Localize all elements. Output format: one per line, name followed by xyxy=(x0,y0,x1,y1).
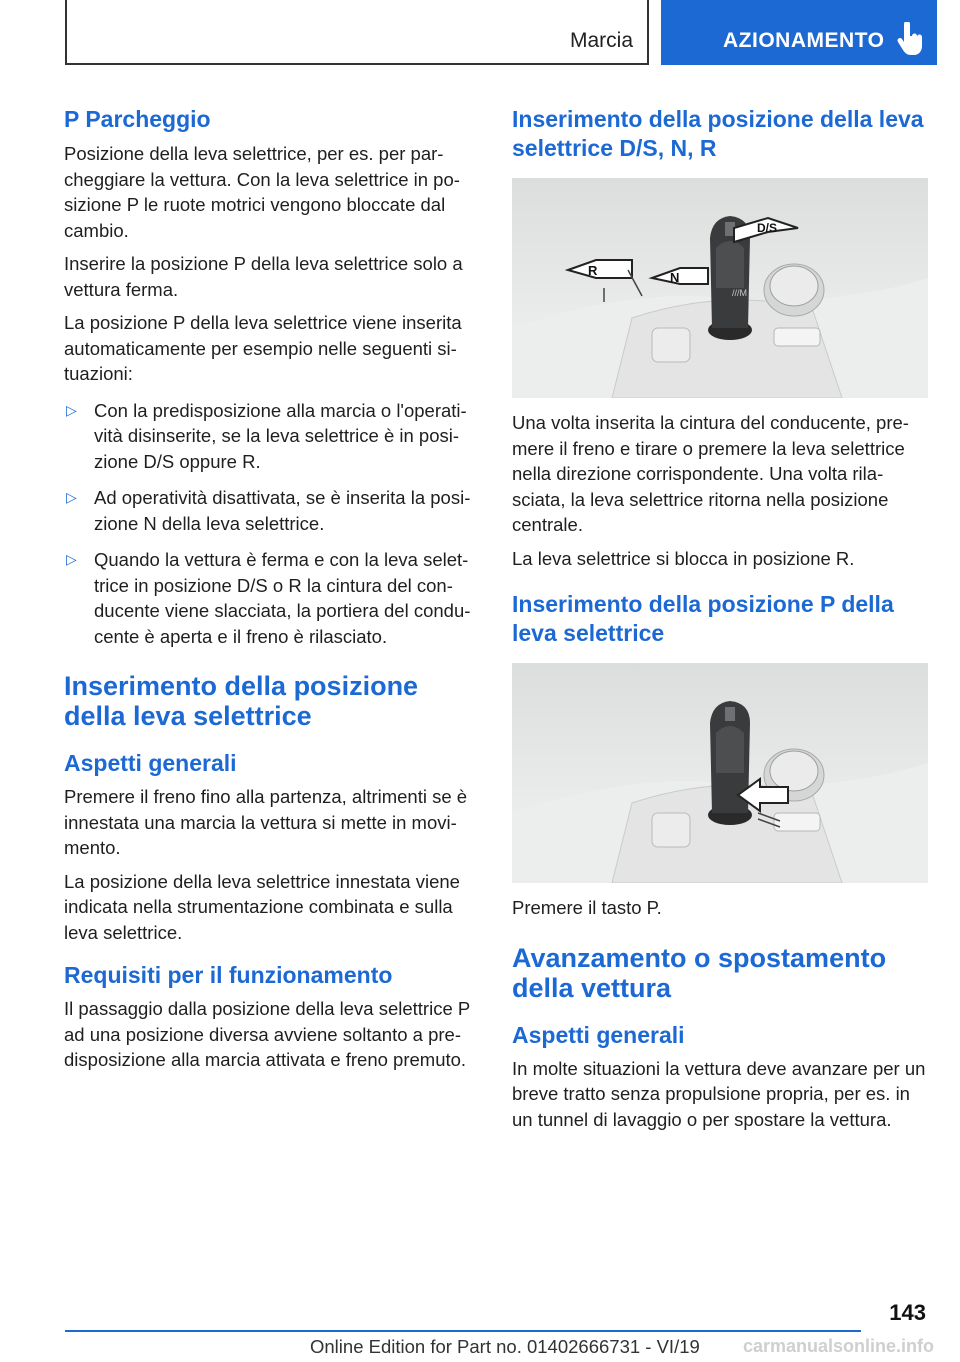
page-number: 143 xyxy=(889,1300,926,1325)
heading-inserimento-p: Inserimento della posizione P della leva selettrice xyxy=(512,591,894,646)
header-section-box xyxy=(65,0,649,65)
gear-selector-figure-p-button xyxy=(512,663,928,883)
heading-avanzamento: Avanzamento o spostamento della vettura xyxy=(512,942,887,1003)
left-column xyxy=(64,100,478,1073)
footer-rule xyxy=(65,1330,861,1332)
header-section-title: Marcia xyxy=(569,29,633,52)
header-chapter-tab xyxy=(661,0,937,65)
bullet-item xyxy=(64,398,478,475)
heading-inserimento: Inserimento della posizione della leva selettrice xyxy=(64,671,419,731)
paragraph: Posizione della leva selettrice, per es. per par-cheggiare la vettura. Con la leva selettrice in po-sizione P le ruote motrici vengono bloccate dal cambio. xyxy=(64,143,460,241)
label-n: N xyxy=(670,270,680,285)
svg-text:///M: ///M xyxy=(732,288,747,298)
triangle-bullet-icon: ▷ xyxy=(66,489,77,505)
paragraph: Inserire la posizione P della leva selettrice solo a vettura ferma. xyxy=(64,253,463,300)
heading-aspetti-generali: Aspetti generali xyxy=(64,750,237,776)
bullet-item xyxy=(64,485,478,536)
pointing-hand-icon xyxy=(895,22,925,56)
gear-selector-figure-dsnr xyxy=(512,178,928,398)
heading-requisiti: Requisiti per il funzionamento xyxy=(64,962,393,988)
paragraph: Premere il freno fino alla partenza, altrimenti se è innestata una marcia la vettura si mette in movi-mento. xyxy=(64,786,468,858)
heading-p-parcheggio: P Parcheggio xyxy=(64,106,211,132)
triangle-bullet-icon: ▷ xyxy=(66,401,77,418)
watermark: carmanualsonline.info xyxy=(742,1336,934,1356)
paragraph: La leva selettrice si blocca in posizione R. xyxy=(512,547,855,569)
paragraph: Una volta inserita la cintura del conducente, pre-mere il freno e tirare o premere la leva selettrice nella direzione corrispondente. Una volta rila-sciata, la leva selettrice ritorna nella posizione centrale. xyxy=(512,412,909,535)
paragraph: Il passaggio dalla posizione della leva selettrice P ad una posizione diversa avviene soltanto a pre-disposizione alla marcia attivata e freno premuto. xyxy=(64,998,470,1070)
paragraph: In molte situazioni la vettura deve avanzare per un breve tratto senza propulsione propria, per es. in un tunnel di lavaggio o per spostare la vettura. xyxy=(512,1057,926,1130)
footer-edition: Online Edition for Part no. 01402666731 - VI/19 xyxy=(310,1336,700,1357)
label-ds: D/S xyxy=(757,221,778,235)
bullet-text: Quando la vettura è ferma e con la leva selet-trice in posizione D/S o R la cintura del con-ducente viene slacciata, la portiera del condu-cente è aperta e il freno è rilasciato. xyxy=(94,549,471,647)
bullet-text: Ad operatività disattivata, se è inserita la posi-zione N della leva selettrice. xyxy=(94,487,471,534)
right-column xyxy=(512,100,932,1132)
label-r: R xyxy=(588,263,598,278)
header-chapter-title: AZIONAMENTO xyxy=(723,29,885,52)
paragraph: La posizione P della leva selettrice viene inserita automaticamente per esempio nelle seguenti si-tuazioni: xyxy=(64,312,462,384)
heading-inserimento-dsnr: Inserimento della posizione della leva selettrice D/S, N, R xyxy=(512,106,924,161)
heading-aspetti-generali-2: Aspetti generali xyxy=(512,1021,685,1048)
paragraph: Premere il tasto P. xyxy=(512,897,662,918)
bullet-item xyxy=(64,547,478,649)
triangle-bullet-icon: ▷ xyxy=(66,551,77,567)
paragraph: La posizione della leva selettrice innestata viene indicata nella strumentazione combinata e sulla leva selettrice. xyxy=(64,870,460,943)
bullet-text: Con la predisposizione alla marcia o l'operati-vità disinserite, se la leva selettrice è in posi-zione D/S oppure R. xyxy=(94,399,467,472)
